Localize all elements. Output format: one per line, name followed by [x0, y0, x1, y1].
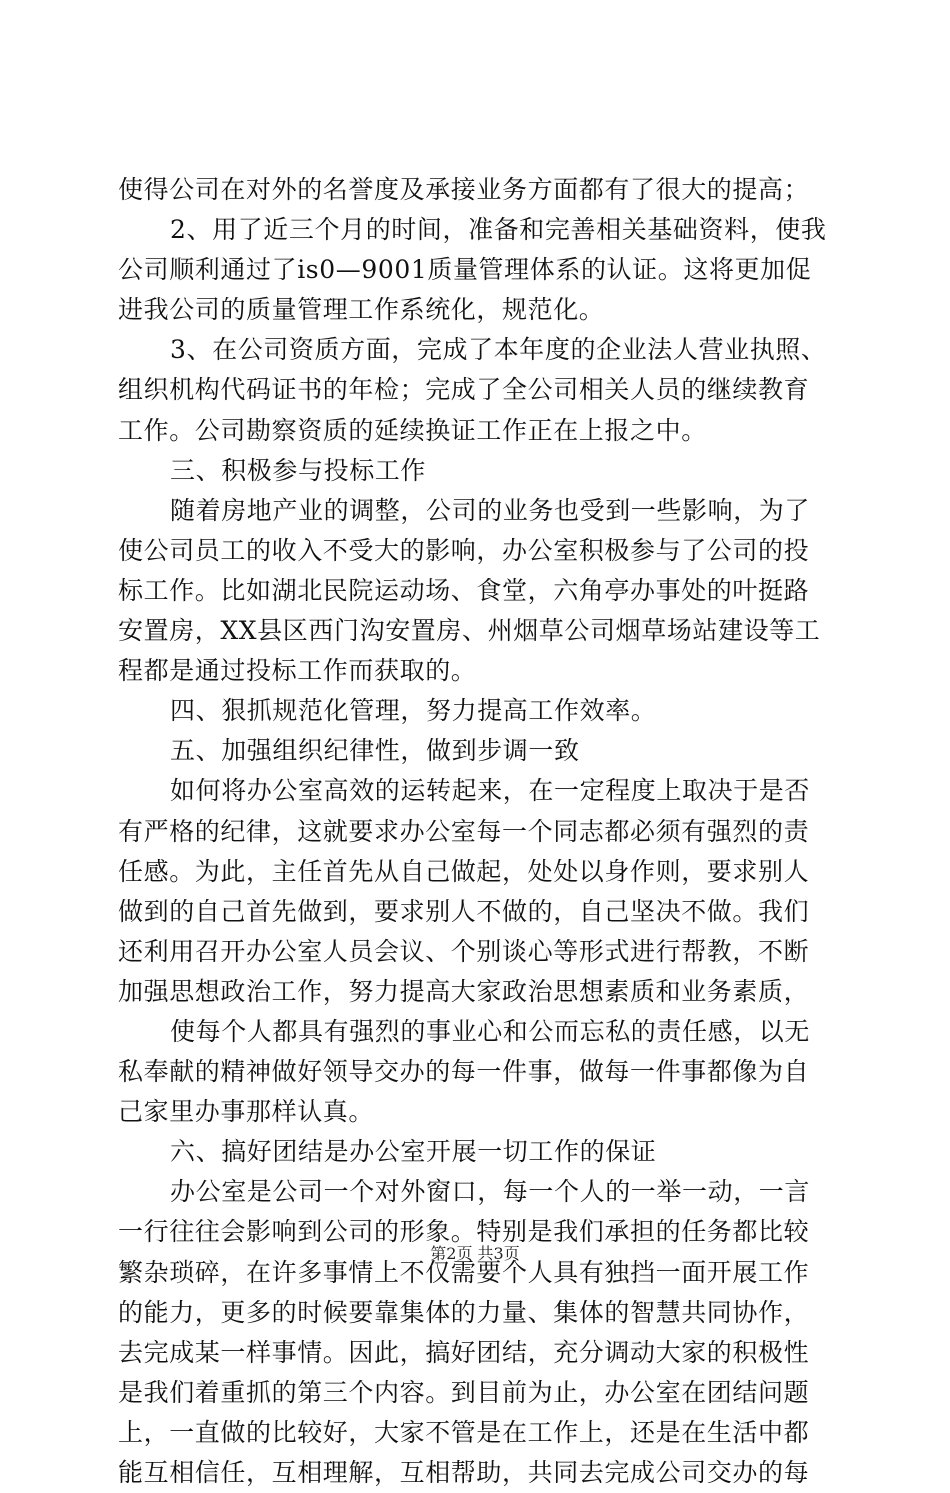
- text-line: 一行往往会影响到公司的形象。特别是我们承担的任务都比较: [118, 1217, 810, 1247]
- text-line: 己家里办事那样认真。: [118, 1097, 375, 1127]
- text-line: 公司顺利通过了is0—9001质量管理体系的认证。这将更加促: [118, 255, 812, 285]
- text-line: 如何将办公室高效的运转起来，在一定程度上取决于是否: [170, 776, 811, 806]
- text-line: 上，一直做的比较好，大家不管是在工作上，还是在生活中都: [118, 1417, 810, 1447]
- text-line: 安置房，XX县区西门沟安置房、州烟草公司烟草场站建设等工: [118, 616, 821, 646]
- text-line: 三、积极参与投标工作: [170, 455, 427, 485]
- text-line: 的能力，更多的时候要靠集体的力量、集体的智慧共同协作，: [118, 1297, 810, 1327]
- text-line: 六、搞好团结是办公室开展一切工作的保证: [170, 1137, 657, 1167]
- text-line: 进我公司的质量管理工作系统化，规范化。: [118, 295, 605, 325]
- text-line: 标工作。比如湖北民院运动场、食堂，六角亭办事处的叶挺路: [118, 575, 810, 605]
- text-line: 使公司员工的收入不受大的影响，办公室积极参与了公司的投: [118, 535, 810, 565]
- text-line: 使每个人都具有强烈的事业心和公而忘私的责任感，以无: [170, 1016, 811, 1046]
- text-line: 随着房地产业的调整，公司的业务也受到一些影响，为了: [170, 495, 811, 525]
- text-line: 还利用召开办公室人员会议、个别谈心等形式进行帮教，不断: [118, 936, 810, 966]
- text-line: 3、在公司资质方面，完成了本年度的企业法人营业执照、: [170, 335, 827, 365]
- text-line: 四、狠抓规范化管理，努力提高工作效率。: [170, 696, 657, 726]
- text-line: 私奉献的精神做好领导交办的每一件事，做每一件事都像为自: [118, 1057, 810, 1087]
- text-line: 五、加强组织纪律性，做到步调一致: [170, 736, 580, 766]
- text-line: 去完成某一样事情。因此，搞好团结，充分调动大家的积极性: [118, 1337, 810, 1367]
- text-line: 是我们着重抓的第三个内容。到目前为止，办公室在团结问题: [118, 1377, 810, 1407]
- text-line: 使得公司在对外的名誉度及承接业务方面都有了很大的提高；: [118, 175, 810, 204]
- text-line: 有严格的纪律，这就要求办公室每一个同志都必须有强烈的责: [118, 816, 810, 846]
- text-line: 组织机构代码证书的年检；完成了全公司相关人员的继续教育: [118, 375, 810, 405]
- text-line: 加强思想政治工作，努力提高大家政治思想素质和业务素质，: [118, 976, 810, 1006]
- page-footer: 第2页 共3页: [430, 1244, 520, 1263]
- text-line: 任感。为此，主任首先从自己做起，处处以身作则，要求别人: [118, 856, 810, 886]
- text-line: 办公室是公司一个对外窗口，每一个人的一举一动，一言: [170, 1177, 811, 1207]
- text-line: 程都是通过投标工作而获取的。: [118, 656, 477, 686]
- text-line: 能互相信任，互相理解，互相帮助，共同去完成公司交办的每: [118, 1458, 810, 1487]
- text-line: 2、用了近三个月的时间，准备和完善相关基础资料，使我: [170, 215, 827, 245]
- text-line: 做到的自己首先做到，要求别人不做的，自己坚决不做。我们: [118, 896, 810, 926]
- body-text: [118, 170, 838, 1493]
- text-line: 繁杂琐碎，在许多事情上不仅需要个人具有独挡一面开展工作: [118, 1257, 810, 1287]
- text-line: 工作。公司勘察资质的延续换证工作正在上报之中。: [118, 415, 707, 445]
